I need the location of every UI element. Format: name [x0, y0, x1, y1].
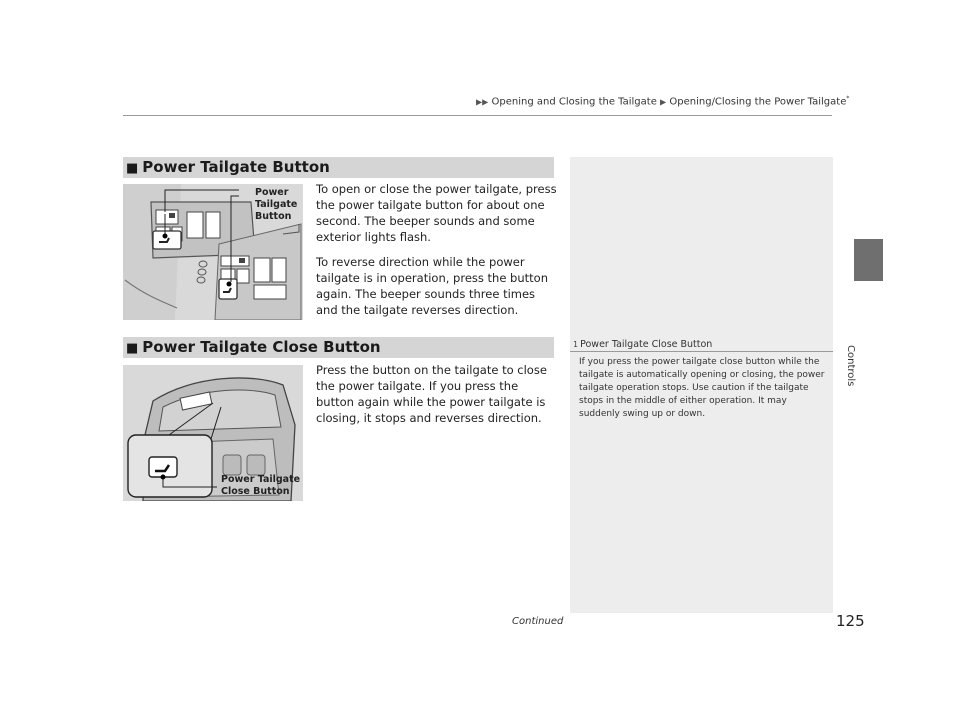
breadcrumb-item-power-tailgate[interactable]: Opening/Closing the Power Tailgate: [669, 96, 847, 108]
section-heading-text: Power Tailgate Button: [142, 158, 330, 176]
note-number: 1: [573, 340, 579, 349]
section2-body: [316, 362, 558, 435]
section-heading-power-tailgate-close-button: [123, 337, 554, 358]
section1-body: [316, 181, 558, 327]
page-number: 125: [836, 612, 865, 630]
breadcrumb-arrow-icon: ▶▶: [476, 97, 489, 107]
breadcrumb: [476, 95, 849, 107]
section-heading-power-tailgate-button: [123, 157, 554, 178]
breadcrumb-asterisk: *: [846, 95, 850, 102]
continued-label: Continued: [512, 616, 564, 627]
header-rule: [123, 115, 832, 116]
breadcrumb-item-tailgate[interactable]: Opening and Closing the Tailgate: [491, 96, 657, 108]
callout-power-tailgate-button: Power Tailgate Button: [255, 187, 298, 222]
note-rule: [570, 351, 833, 352]
paragraph: To open or close the power tailgate, press the power tailgate button for about one second. The beeper sounds and some exterior lights flash.: [316, 182, 557, 244]
breadcrumb-arrow-icon: ▶: [660, 97, 667, 107]
section-square-icon: ■: [126, 161, 139, 176]
note-title-text: Power Tailgate Close Button: [580, 339, 713, 350]
section-heading-text: Power Tailgate Close Button: [142, 338, 381, 356]
note-title: [573, 339, 712, 350]
chapter-tab-label: Controls: [845, 345, 856, 387]
paragraph: Press the button on the tailgate to close the power tailgate. If you press the button again while the power tailgate is closing, it stops and reverses direction.: [316, 363, 547, 425]
section-square-icon: ■: [126, 341, 139, 356]
paragraph: To reverse direction while the power tailgate is in operation, press the button again. The beeper sounds three times and the tailgate reverses direction.: [316, 255, 548, 317]
chapter-tab[interactable]: [854, 239, 883, 281]
callout-power-tailgate-close-button: Power Tailgate Close Button: [221, 474, 301, 497]
note-text: If you press the power tailgate close button while the tailgate is automatically opening or closing, the power tailgate operation stops. Use caution if the tailgate stops in the middle of either operation. It may suddenly swing up or down.: [579, 357, 825, 419]
